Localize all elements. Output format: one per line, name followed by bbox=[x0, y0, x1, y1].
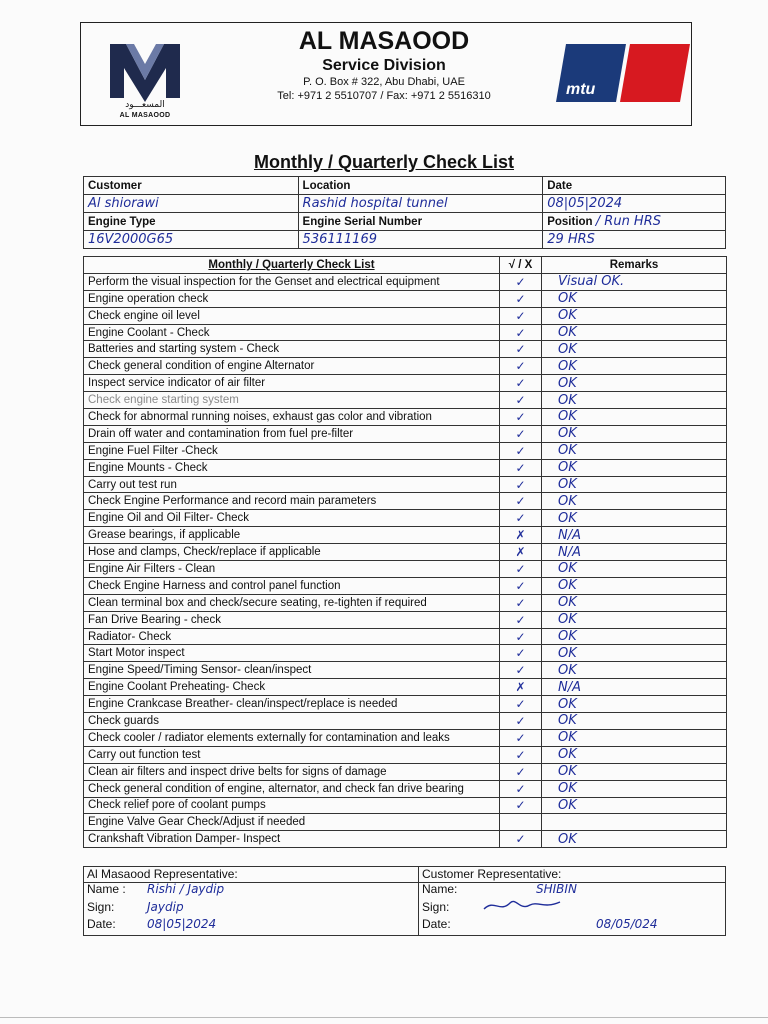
checklist-row bbox=[84, 527, 727, 544]
position-label-cell bbox=[543, 213, 726, 231]
checklist-remark[interactable]: N/A bbox=[542, 527, 727, 544]
checklist-mark[interactable] bbox=[500, 814, 542, 831]
checklist-header-remarks: Remarks bbox=[542, 257, 727, 274]
checklist-item: Grease bearings, if applicable bbox=[84, 527, 500, 544]
date-label: Date bbox=[547, 179, 573, 192]
customer-value: Al shiorawi bbox=[88, 196, 159, 211]
checklist-remark[interactable]: OK bbox=[542, 409, 727, 426]
location-value: Rashid hospital tunnel bbox=[302, 196, 448, 211]
address: P. O. Box # 322, Abu Dhabi, UAE bbox=[303, 76, 465, 88]
checklist-item: Clean air filters and inspect drive belts for signs of damage bbox=[84, 763, 500, 780]
phone-fax: Tel: +971 2 5510707 / Fax: +971 2 5516310 bbox=[277, 90, 491, 102]
checklist-remark[interactable]: OK bbox=[542, 307, 727, 324]
checklist-item: Check for abnormal running noises, exhaust gas color and vibration bbox=[84, 409, 500, 426]
checklist-remark[interactable]: Visual OK. bbox=[542, 273, 727, 290]
checklist-row bbox=[84, 493, 727, 510]
checklist-remark[interactable]: OK bbox=[542, 324, 727, 341]
checklist-remark[interactable]: N/A bbox=[542, 544, 727, 561]
checklist-remark[interactable] bbox=[542, 814, 727, 831]
checklist-row bbox=[84, 611, 727, 628]
checklist-mark[interactable]: ✓ bbox=[500, 510, 542, 527]
division-name: Service Division bbox=[322, 57, 446, 74]
checklist-remark[interactable]: OK bbox=[542, 358, 727, 375]
engine-type-value: 16V2000G65 bbox=[88, 232, 174, 247]
checklist-item: Start Motor inspect bbox=[84, 645, 500, 662]
checklist-row bbox=[84, 831, 727, 848]
date-value: 08|05|2024 bbox=[547, 196, 623, 211]
checklist-item: Engine Oil and Oil Filter- Check bbox=[84, 510, 500, 527]
logo-arabic-text: المسعـــود bbox=[125, 100, 165, 110]
checklist-item: Engine Coolant - Check bbox=[84, 324, 500, 341]
checklist-row bbox=[84, 577, 727, 594]
checklist-remark[interactable]: OK bbox=[542, 510, 727, 527]
checklist-remark[interactable]: OK bbox=[542, 729, 727, 746]
checklist-mark[interactable]: ✓ bbox=[500, 561, 542, 578]
checklist-item: Check engine oil level bbox=[84, 307, 500, 324]
customer-rep-label: Customer Representative: bbox=[422, 866, 562, 881]
info-table bbox=[83, 176, 726, 249]
checklist-row bbox=[84, 375, 727, 392]
cust-name-value[interactable]: SHIBIN bbox=[536, 882, 577, 897]
checklist-mark[interactable]: ✓ bbox=[500, 358, 542, 375]
checklist-row bbox=[84, 273, 727, 290]
checklist-item: Inspect service indicator of air filter bbox=[84, 375, 500, 392]
checklist-item: Crankshaft Vibration Damper- Inspect bbox=[84, 831, 500, 848]
customer-value-cell[interactable] bbox=[84, 195, 299, 213]
engine-type-label: Engine Type bbox=[88, 215, 156, 228]
engine-type-value-cell[interactable] bbox=[84, 231, 299, 249]
checklist-row bbox=[84, 290, 727, 307]
checklist-item: Radiator- Check bbox=[84, 628, 500, 645]
checklist-remark[interactable]: OK bbox=[542, 493, 727, 510]
checklist-remark[interactable]: OK bbox=[542, 561, 727, 578]
cust-sign-label: Sign: bbox=[422, 899, 450, 914]
checklist-row bbox=[84, 763, 727, 780]
checklist-mark[interactable]: ✓ bbox=[500, 273, 542, 290]
am-sign-label: Sign: bbox=[87, 899, 115, 914]
checklist-mark[interactable]: ✓ bbox=[500, 763, 542, 780]
checklist-item: Check general condition of engine Alternator bbox=[84, 358, 500, 375]
checklist-mark[interactable]: ✓ bbox=[500, 611, 542, 628]
checklist-item: Engine Air Filters - Clean bbox=[84, 561, 500, 578]
location-label: Location bbox=[302, 179, 351, 192]
checklist-item: Drain off water and contamination from fuel pre-filter bbox=[84, 425, 500, 442]
checklist-remark[interactable]: OK bbox=[542, 341, 727, 358]
checklist-item: Check general condition of engine, alternator, and check fan drive bearing bbox=[84, 780, 500, 797]
almasaood-rep-label: Al Masaood Representative: bbox=[87, 866, 238, 881]
checklist-row bbox=[84, 307, 727, 324]
checklist-row bbox=[84, 696, 727, 713]
serial-value-cell[interactable] bbox=[298, 231, 543, 249]
mtu-logo bbox=[556, 42, 690, 104]
checklist-item: Engine Valve Gear Check/Adjust if needed bbox=[84, 814, 500, 831]
checklist-header-mark: √ / X bbox=[500, 257, 542, 274]
checklist-mark[interactable]: ✓ bbox=[500, 729, 542, 746]
location-cell bbox=[298, 177, 543, 195]
checklist-row bbox=[84, 713, 727, 730]
checklist-remark[interactable]: OK bbox=[542, 594, 727, 611]
form-title: Monthly / Quarterly Check List bbox=[253, 152, 515, 172]
customer-signature-scribble bbox=[480, 897, 570, 913]
checklist-item: Batteries and starting system - Check bbox=[84, 341, 500, 358]
checklist-item: Perform the visual inspection for the Genset and electrical equipment bbox=[84, 273, 500, 290]
checklist-row bbox=[84, 324, 727, 341]
checklist-item: Check cooler / radiator elements externally for contamination and leaks bbox=[84, 729, 500, 746]
checklist-remark[interactable]: OK bbox=[542, 611, 727, 628]
checklist-remark[interactable]: N/A bbox=[542, 679, 727, 696]
checklist-remark[interactable]: OK bbox=[542, 628, 727, 645]
cust-date-value[interactable]: 08/05/024 bbox=[596, 916, 658, 931]
checklist-mark[interactable]: ✗ bbox=[500, 679, 542, 696]
checklist-row bbox=[84, 544, 727, 561]
checklist-item: Engine Fuel Filter -Check bbox=[84, 442, 500, 459]
checklist-remark[interactable]: OK bbox=[542, 290, 727, 307]
checklist-header-item: Monthly / Quarterly Check List bbox=[84, 257, 500, 274]
checklist-item: Engine operation check bbox=[84, 290, 500, 307]
checklist-remark[interactable]: OK bbox=[542, 375, 727, 392]
checklist-mark[interactable]: ✓ bbox=[500, 290, 542, 307]
checklist-mark[interactable]: ✓ bbox=[500, 493, 542, 510]
checklist-row bbox=[84, 729, 727, 746]
checklist-remark[interactable]: OK bbox=[542, 763, 727, 780]
checklist-row bbox=[84, 459, 727, 476]
checklist-remark[interactable]: OK bbox=[542, 425, 727, 442]
checklist-mark[interactable]: ✓ bbox=[500, 594, 542, 611]
mtu-text: mtu bbox=[566, 81, 596, 98]
checklist-remark[interactable]: OK bbox=[542, 831, 727, 848]
checklist-row bbox=[84, 797, 727, 814]
checklist-item: Hose and clamps, Check/replace if applicable bbox=[84, 544, 500, 561]
checklist-mark[interactable]: ✓ bbox=[500, 746, 542, 763]
checklist-body bbox=[84, 273, 727, 847]
checklist-mark[interactable]: ✓ bbox=[500, 324, 542, 341]
checklist-item: Carry out function test bbox=[84, 746, 500, 763]
checklist-mark[interactable]: ✓ bbox=[500, 442, 542, 459]
checklist-remark[interactable]: OK bbox=[542, 713, 727, 730]
checklist-remark[interactable]: OK bbox=[542, 797, 727, 814]
checklist-mark[interactable]: ✓ bbox=[500, 780, 542, 797]
checklist-mark[interactable]: ✓ bbox=[500, 713, 542, 730]
hours-value-cell[interactable] bbox=[543, 231, 726, 249]
checklist-remark[interactable]: OK bbox=[542, 476, 727, 493]
customer-label: Customer bbox=[88, 179, 142, 192]
checklist-item: Check guards bbox=[84, 713, 500, 730]
checklist-row bbox=[84, 746, 727, 763]
checklist-remark[interactable]: OK bbox=[542, 662, 727, 679]
cust-sign-value[interactable] bbox=[476, 897, 726, 916]
checklist-row bbox=[84, 780, 727, 797]
checklist-mark[interactable]: ✓ bbox=[500, 409, 542, 426]
date-value-cell[interactable] bbox=[543, 195, 726, 213]
checklist-mark[interactable]: ✓ bbox=[500, 645, 542, 662]
logo-caption: AL MASAOOD bbox=[119, 112, 171, 119]
date-cell bbox=[543, 177, 726, 195]
location-value-cell[interactable] bbox=[298, 195, 543, 213]
checklist-mark[interactable]: ✓ bbox=[500, 459, 542, 476]
checklist-mark[interactable]: ✗ bbox=[500, 544, 542, 561]
checklist-item: Engine Mounts - Check bbox=[84, 459, 500, 476]
checklist-remark[interactable]: OK bbox=[542, 442, 727, 459]
checklist-table bbox=[83, 256, 727, 848]
checklist-remark[interactable]: OK bbox=[542, 746, 727, 763]
checklist-mark[interactable]: ✓ bbox=[500, 425, 542, 442]
checklist-remark[interactable]: OK bbox=[542, 780, 727, 797]
representatives-table bbox=[83, 866, 726, 932]
checklist-row bbox=[84, 594, 727, 611]
am-sign-value[interactable]: Jaydip bbox=[147, 899, 184, 914]
company-name: AL MASAOOD bbox=[298, 27, 470, 55]
am-name-value[interactable]: Rishi / Jaydip bbox=[147, 882, 225, 897]
checklist-row bbox=[84, 510, 727, 527]
checklist-remark[interactable]: OK bbox=[542, 645, 727, 662]
checklist-mark[interactable]: ✓ bbox=[500, 628, 542, 645]
am-name-label: Name : bbox=[87, 882, 126, 897]
customer-cell bbox=[84, 177, 299, 195]
checklist-mark[interactable]: ✓ bbox=[500, 831, 542, 848]
checklist-mark[interactable]: ✓ bbox=[500, 662, 542, 679]
checklist-remark[interactable]: OK bbox=[542, 392, 727, 409]
checklist-item: Engine Speed/Timing Sensor- clean/inspect bbox=[84, 662, 500, 679]
checklist-remark[interactable]: OK bbox=[542, 696, 727, 713]
checklist-row bbox=[84, 662, 727, 679]
checklist-mark[interactable]: ✗ bbox=[500, 527, 542, 544]
checklist-item: Check Engine Performance and record main parameters bbox=[84, 493, 500, 510]
page-bottom-rule bbox=[0, 1017, 768, 1018]
checklist-item: Check engine starting system bbox=[84, 392, 500, 409]
position-label: Position bbox=[547, 216, 593, 228]
checklist-row bbox=[84, 425, 727, 442]
checklist-item: Engine Coolant Preheating- Check bbox=[84, 679, 500, 696]
checklist-remark[interactable]: OK bbox=[542, 577, 727, 594]
checklist-mark[interactable]: ✓ bbox=[500, 696, 542, 713]
checklist-row bbox=[84, 341, 727, 358]
checklist-item: Engine Crankcase Breather- clean/inspect/replace is needed bbox=[84, 696, 500, 713]
checklist-mark[interactable]: ✓ bbox=[500, 476, 542, 493]
checklist-row bbox=[84, 476, 727, 493]
serial-label-cell bbox=[298, 213, 543, 231]
checklist-item: Fan Drive Bearing - check bbox=[84, 611, 500, 628]
am-date-label: Date: bbox=[87, 916, 116, 931]
checklist-row bbox=[84, 409, 727, 426]
hours-value: 29 HRS bbox=[547, 232, 595, 247]
cust-date-label: Date: bbox=[422, 916, 451, 931]
checklist-mark[interactable]: ✓ bbox=[500, 341, 542, 358]
checklist-item: Carry out test run bbox=[84, 476, 500, 493]
checklist-remark[interactable]: OK bbox=[542, 459, 727, 476]
checklist-mark[interactable]: ✓ bbox=[500, 577, 542, 594]
serial-value: 536111169 bbox=[302, 232, 377, 247]
cust-name-label: Name: bbox=[422, 882, 458, 897]
checklist-row bbox=[84, 645, 727, 662]
checklist-mark[interactable]: ✓ bbox=[500, 392, 542, 409]
checklist-mark[interactable]: ✓ bbox=[500, 375, 542, 392]
checklist-row bbox=[84, 392, 727, 409]
position-value: / Run HRS bbox=[595, 214, 661, 229]
checklist-item: Clean terminal box and check/secure seating, re-tighten if required bbox=[84, 594, 500, 611]
am-date-value[interactable]: 08|05|2024 bbox=[147, 916, 217, 931]
engine-type-label-cell bbox=[84, 213, 299, 231]
checklist-row bbox=[84, 358, 727, 375]
checklist-row bbox=[84, 628, 727, 645]
checklist-item: Check relief pore of coolant pumps bbox=[84, 797, 500, 814]
checklist-row bbox=[84, 442, 727, 459]
checklist-item: Check Engine Harness and control panel function bbox=[84, 577, 500, 594]
checklist-row bbox=[84, 679, 727, 696]
checklist-row bbox=[84, 814, 727, 831]
checklist-row bbox=[84, 561, 727, 578]
serial-label: Engine Serial Number bbox=[302, 215, 423, 228]
checklist-mark[interactable]: ✓ bbox=[500, 797, 542, 814]
checklist-mark[interactable]: ✓ bbox=[500, 307, 542, 324]
